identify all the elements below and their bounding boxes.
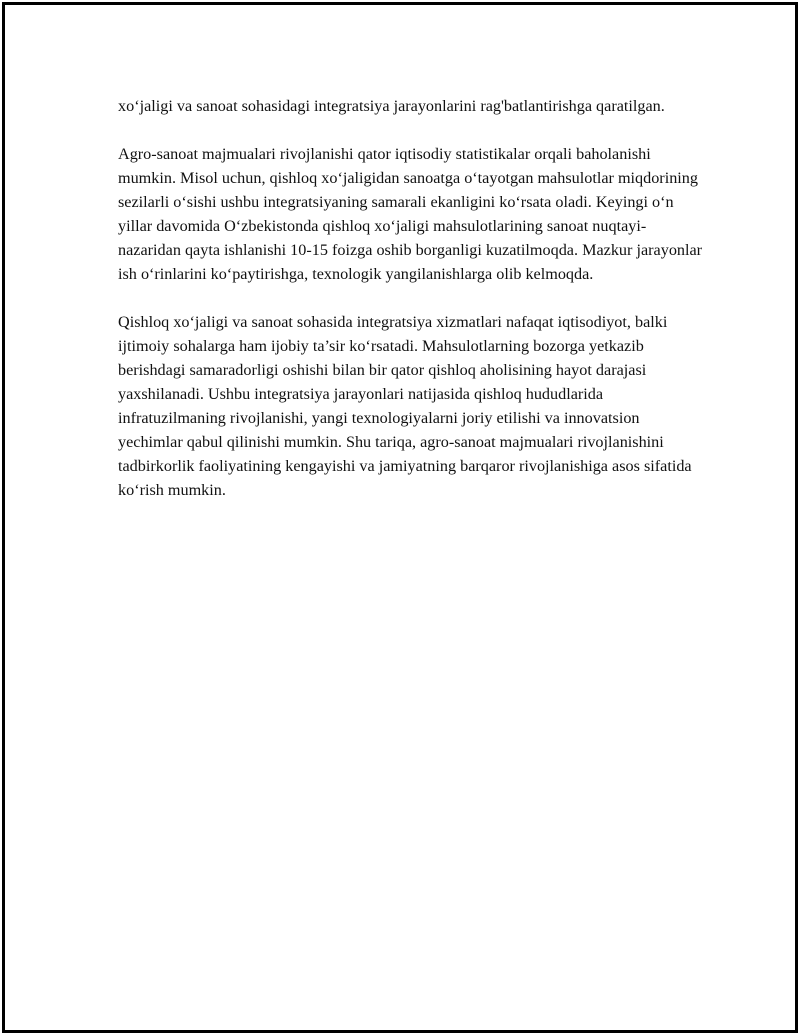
paragraph-1: xo‘jaligi va sanoat sohasidagi integratsiya jarayonlarini rag'batlantirishga qaratilgan. — [118, 97, 665, 115]
document-body — [118, 94, 708, 526]
paragraph-3: Qishloq xo‘jaligi va sanoat sohasida integratsiya xizmatlari nafaqat iqtisodiyot, balki ijtimoiy sohalarga ham ijobiy ta’sir ko‘rsatadi. Mahsulotlarning bozorga yetkazib berishdagi samaradorligi oshishi bilan bir qator qishloq aholisining hayot darajasi yaxshilanadi. Ushbu integratsiya jarayonlari natijasida qishloq hududlarida infratuzilmaning rivojlanishi, yangi texnologiyalarni joriy etilishi va innovatsion yechimlar qabul qilinishi mumkin. Shu tariqa, agro-sanoat majmualari rivojlanishini tadbirkorlik faoliyatining kengayishi va jamiyatning barqaror rivojlanishiga asos sifatida ko‘rish mumkin. — [118, 313, 692, 499]
paragraph-2: Agro-sanoat majmualari rivojlanishi qator iqtisodiy statistikalar orqali baholanishi mumkin. Misol uchun, qishloq xo‘jaligidan sanoatga o‘tayotgan mahsulotlar miqdorining sezilarli o‘sishi ushbu integratsiyaning samarali ekanligini ko‘rsata oladi. Keyingi o‘n yillar davomida O‘zbekistonda qishloq xo‘jaligi mahsulotlarining sanoat nuqtayi-nazaridan qayta ishlanishi 10-15 foizga oshib borganligi kuzatilmoqda. Mazkur jarayonlar ish o‘rinlarini ko‘paytirishga, texnologik yangilanishlarga olib kelmoqda. — [118, 145, 703, 283]
